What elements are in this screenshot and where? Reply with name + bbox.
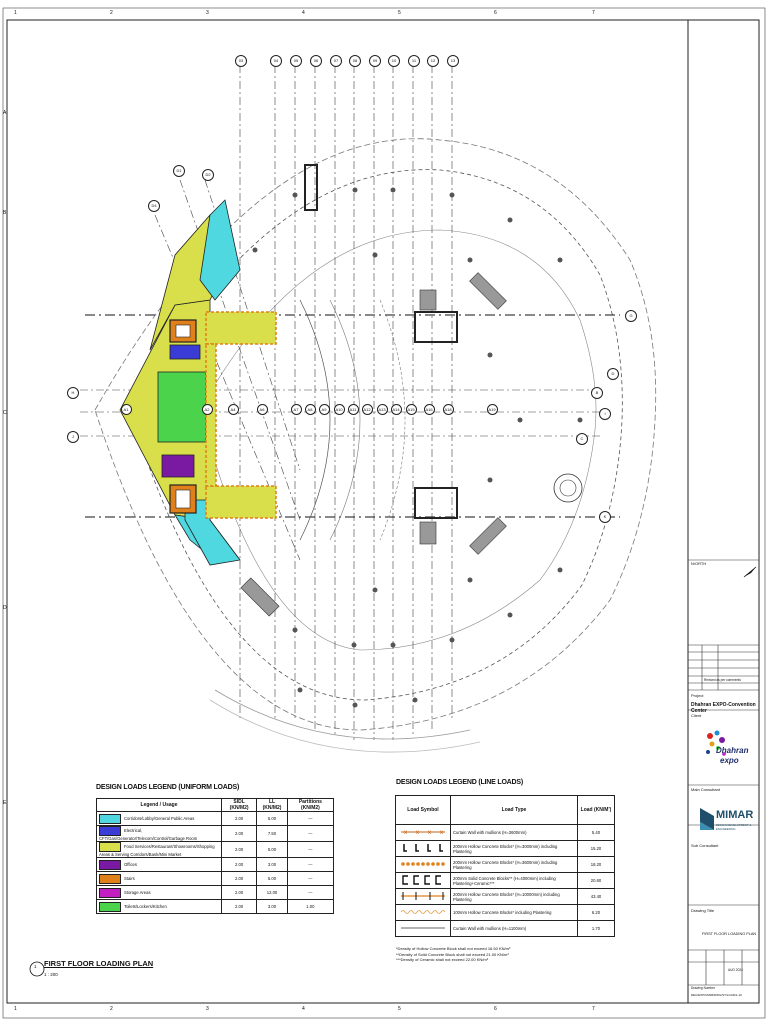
grid-bubble: A7	[291, 404, 302, 415]
svg-text:x: x	[404, 830, 407, 836]
load-type: Curtain Wall with mullions (H=3600mm)	[451, 825, 578, 841]
partitions-value: —	[287, 842, 333, 858]
ll-value: 5.00	[257, 872, 288, 886]
usage-label: Offices	[124, 861, 137, 867]
load-type: 200mm Hollow Concrete Blocks* (H=3600mm) including Plastering	[451, 857, 578, 873]
grid-row-marker: D	[3, 605, 7, 611]
load-symbol-cell	[396, 825, 451, 841]
grid-col-marker: 6	[494, 10, 497, 16]
expo-logo-text-2: expo	[720, 756, 739, 765]
line-header-symbol: Load Symbol	[396, 796, 451, 825]
line-header-type: Load Type	[451, 796, 578, 825]
line-legend-notes	[396, 946, 626, 963]
sidl-value: 2.00	[222, 842, 257, 858]
load-symbol-cell	[396, 841, 451, 857]
grid-col-marker: 3	[206, 10, 209, 16]
partitions-value: —	[287, 872, 333, 886]
grid-bubble: C	[576, 433, 588, 445]
grid-bubble: A11	[348, 404, 359, 415]
uniform-legend-row	[97, 886, 334, 900]
legend-note: *Density of Hollow Concrete Block shall not exceed 16.50 KN/m³	[396, 946, 511, 951]
uniform-usage-cell	[97, 858, 222, 872]
drawing-title: FIRST FLOOR LOADING PLAN	[702, 932, 757, 936]
uniform-usage-cell	[97, 826, 222, 842]
usage-color-swatch	[99, 902, 121, 912]
grid-col-marker: 1	[14, 1006, 17, 1012]
grid-bubble: A12	[362, 404, 373, 415]
line-legend-row	[396, 905, 615, 921]
load-symbol-icon	[399, 842, 447, 854]
uniform-legend-row	[97, 842, 334, 858]
uniform-legend-body	[97, 812, 334, 914]
line-legend-row	[396, 841, 615, 857]
grid-col-marker: 3	[206, 1006, 209, 1012]
consultant-label: Main Consultant	[691, 787, 720, 792]
line-legend-row	[396, 873, 615, 889]
ll-value: 5.00	[257, 812, 288, 826]
load-symbol-cell	[396, 889, 451, 905]
grid-row-marker: A	[3, 110, 7, 116]
drawing-date: AUG 2024	[728, 968, 743, 972]
usage-color-swatch	[99, 814, 121, 824]
svg-text:x: x	[428, 830, 431, 836]
line-legend-title: DESIGN LOADS LEGEND (LINE LOADS)	[396, 779, 523, 786]
load-symbol-cell	[396, 921, 451, 937]
uniform-usage-cell	[97, 900, 222, 914]
grid-bubble: K	[599, 511, 611, 523]
title-block-lines	[688, 20, 759, 1003]
grid-bubble: 07	[330, 55, 342, 67]
sidl-value: 2.00	[222, 872, 257, 886]
legend-note: **Density of Solid Concrete Block shall not exceed 21.00 KN/m³	[396, 951, 509, 957]
grid-bubble: H	[67, 387, 79, 399]
usage-label: Storage Areas	[124, 889, 151, 895]
usage-color-swatch	[99, 826, 121, 836]
load-type: 200mm Hollow Concrete Blocks* (H=10000mm) including Plastering	[451, 889, 578, 905]
grid-col-marker: 4	[302, 10, 305, 16]
mimar-logo-mark	[700, 808, 714, 830]
uniform-usage-cell	[97, 842, 222, 858]
grid-bubble: D	[607, 368, 619, 380]
uniform-header-sidl: SIDL (KN/M2)	[222, 799, 257, 812]
uniform-usage-cell	[97, 886, 222, 900]
legend-note: ***Density of Ceramic shall not exceed 22.00 KN/m³	[396, 957, 489, 962]
consultant-name: MIMAR	[716, 809, 754, 821]
svg-text:x: x	[440, 830, 443, 836]
grid-bubble: D2	[202, 169, 214, 181]
uniform-legend-row	[97, 872, 334, 886]
grid-col-marker: 5	[398, 1006, 401, 1012]
uniform-header-usage: Legend / Usage	[97, 799, 222, 812]
line-legend-body	[396, 825, 615, 937]
grid-col-marker: 6	[494, 1006, 497, 1012]
grid-bubble: A15	[406, 404, 417, 415]
partitions-value: —	[287, 886, 333, 900]
ll-value: 5.00	[257, 842, 288, 858]
ll-value: 12.00	[257, 886, 288, 900]
load-symbol-cell	[396, 905, 451, 921]
consultant-sub: DESIGN DEVELOPMENT & ENGINEERING	[716, 823, 752, 831]
load-symbol-cell	[396, 857, 451, 873]
uniform-header-ll: LL (KN/M2)	[257, 799, 288, 812]
grid-bubble: 08	[349, 55, 361, 67]
ll-value: 3.00	[257, 858, 288, 872]
drawing-title-label: Drawing Title	[691, 908, 715, 913]
uniform-legend-row	[97, 826, 334, 842]
plan-scale: 1 : 200	[44, 972, 58, 977]
grid-col-marker: 7	[592, 1006, 595, 1012]
grid-bubble: A10	[334, 404, 345, 415]
expo-logo-text-1: Dhahran	[716, 746, 749, 755]
load-value: 18.20	[578, 857, 615, 873]
sidl-value: 2.00	[222, 886, 257, 900]
uniform-legend-row	[97, 858, 334, 872]
sidl-value: 2.00	[222, 858, 257, 872]
sub-consultant-label: Sub Consultant	[691, 843, 719, 848]
usage-label: Toilets/Lockers/Kitchen	[124, 903, 167, 909]
usage-label: Electrical, CFT/Gas/Generator/Telecom/Control/Garbage Room	[99, 828, 198, 841]
uniform-usage-cell	[97, 812, 222, 826]
grid-bubble: A8	[305, 404, 316, 415]
grid-row-marker: E	[3, 800, 7, 806]
load-symbol-icon	[399, 858, 447, 870]
revision-note: Revised as per comments	[704, 678, 741, 682]
grid-row-marker: C	[3, 410, 7, 416]
grid-bubble: A4	[228, 404, 239, 415]
load-symbol-icon	[399, 874, 447, 886]
grid-bubble: 03	[235, 55, 247, 67]
load-symbol-icon	[399, 826, 447, 838]
usage-color-swatch	[99, 860, 121, 870]
load-type: 100mm Hollow Concrete Blocks* including Plastering	[451, 905, 578, 921]
grid-col-marker: 1	[14, 10, 17, 16]
ll-value: 3.00	[257, 900, 288, 914]
grid-col-marker: 2	[110, 1006, 113, 1012]
usage-color-swatch	[99, 842, 121, 852]
sidl-value: 2.00	[222, 812, 257, 826]
grid-bubble: 06	[310, 55, 322, 67]
load-symbol-icon	[399, 922, 447, 934]
uniform-legend-table	[96, 798, 334, 914]
load-value: 5.40	[578, 825, 615, 841]
load-symbol-cell	[396, 873, 451, 889]
usage-color-swatch	[99, 888, 121, 898]
uniform-legend-header	[97, 799, 334, 812]
usage-color-swatch	[99, 874, 121, 884]
north-arrow-icon	[742, 565, 758, 579]
plan-title: FIRST FLOOR LOADING PLAN	[44, 959, 154, 968]
load-value: 1.70	[578, 921, 615, 937]
uniform-usage-cell	[97, 872, 222, 886]
grid-bubble: A1	[121, 404, 132, 415]
grid-bubble: 09	[369, 55, 381, 67]
load-value: 6.20	[578, 905, 615, 921]
view-number: 1	[34, 964, 37, 969]
drawing-number-label: Drawing Number	[691, 986, 715, 990]
project-name: Dhahran EXPO-Convention Center	[691, 702, 756, 714]
grid-bubble: A2	[202, 404, 213, 415]
grid-bubble: A14	[391, 404, 402, 415]
grid-bubble: A16	[424, 404, 435, 415]
uniform-legend-row	[97, 900, 334, 914]
grid-bubble: 12	[427, 55, 439, 67]
usage-label: Corridors/Lobby/General Public Areas	[124, 815, 195, 821]
grid-bubble: 13	[447, 55, 459, 67]
line-legend-row	[396, 889, 615, 905]
line-legend-table	[395, 795, 615, 937]
uniform-legend-title: DESIGN LOADS LEGEND (UNIFORM LOADS)	[96, 784, 240, 791]
grid-bubble: 10	[388, 55, 400, 67]
ll-value: 7.50	[257, 826, 288, 842]
grid-col-marker: 4	[302, 1006, 305, 1012]
grid-bubble: 04	[270, 55, 282, 67]
grid-bubble: A18	[443, 404, 454, 415]
grid-col-marker: 2	[110, 10, 113, 16]
grid-bubble: I	[599, 408, 611, 420]
project-label: Project	[691, 693, 704, 698]
grid-bubble: 05	[290, 55, 302, 67]
grid-bubble: D1	[173, 165, 185, 177]
load-value: 20.60	[578, 873, 615, 889]
load-symbol-icon	[399, 906, 447, 918]
uniform-legend-row	[97, 812, 334, 826]
grid-bubble: A19	[487, 404, 498, 415]
partitions-value: —	[287, 812, 333, 826]
north-label: N/ORTH	[691, 561, 707, 566]
load-type: 200mm Solid Concrete Blocks** (H=4000mm) including Plastering+Ceramic***	[451, 873, 578, 889]
grid-bubble: D4	[148, 200, 160, 212]
grid-bubble: B	[591, 387, 603, 399]
line-legend-row	[396, 921, 615, 937]
grid-bubble: J	[67, 431, 79, 443]
svg-text:x: x	[416, 830, 419, 836]
line-legend-header	[396, 796, 615, 825]
grid-bubble: 11	[408, 55, 420, 67]
partitions-value: —	[287, 826, 333, 842]
partitions-value: 1.00	[287, 900, 333, 914]
grid-bubble: G	[625, 310, 637, 322]
sidl-value: 2.00	[222, 900, 257, 914]
sidl-value: 2.00	[222, 826, 257, 842]
load-type: Curtain Wall with mullions (H=1100mm)	[451, 921, 578, 937]
grid-bubble: A6	[257, 404, 268, 415]
usage-label: Food Services/Restaurant/Showrooms/Shopping Areas & Serving Corridors/Bank/Mini Market	[99, 844, 215, 857]
grid-col-marker: 7	[592, 10, 595, 16]
partitions-value: —	[287, 858, 333, 872]
client-label: Client	[691, 713, 702, 718]
line-header-load: Load (KN/M')	[578, 796, 615, 825]
grid-row-marker: B	[3, 210, 7, 216]
load-symbol-icon	[399, 890, 447, 902]
load-value: 15.20	[578, 841, 615, 857]
usage-label: Stairs	[124, 875, 135, 881]
grid-bubble: A9	[319, 404, 330, 415]
grid-bubble: A13	[377, 404, 388, 415]
load-value: 43.40	[578, 889, 615, 905]
line-legend-row	[396, 825, 615, 841]
grid-col-marker: 5	[398, 10, 401, 16]
uniform-header-partitions: Partitions (KN/M2)	[287, 799, 333, 812]
drawing-number: DEC/EXPO/MIM/DWG/ST/LOAD/1-10	[691, 993, 742, 997]
load-type: 200mm Hollow Concrete Blocks* (H=3000mm) including Plastering	[451, 841, 578, 857]
line-legend-row	[396, 857, 615, 873]
